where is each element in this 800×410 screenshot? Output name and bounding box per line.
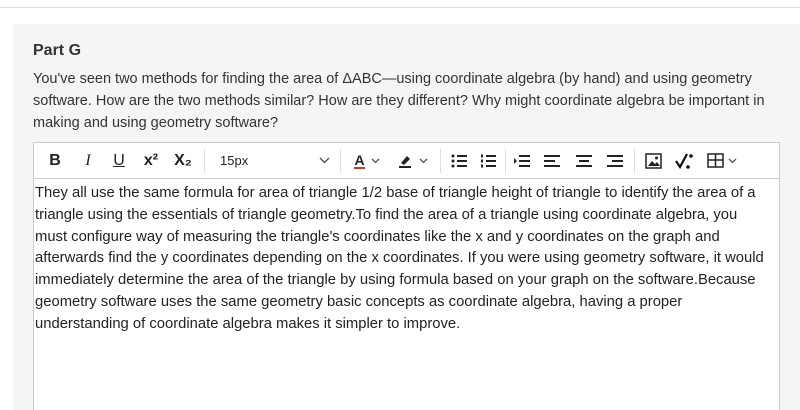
underline-button[interactable] [108,143,130,178]
font-color-button[interactable] [346,143,388,178]
previous-card-edge [0,0,800,8]
align-left-icon [544,154,560,168]
bullet-list-button[interactable] [448,143,470,178]
numbered-list-icon [480,154,496,168]
align-center-icon [576,154,592,168]
table-icon [707,153,737,168]
toolbar-separator [505,149,506,173]
highlight-icon [397,153,428,169]
toolbar-separator [634,149,635,173]
answer-text-area[interactable] [34,179,779,336]
image-icon [645,153,662,169]
subscript-button[interactable] [170,143,196,178]
part-g-panel [13,24,800,410]
insert-table-button[interactable] [702,143,742,178]
font-color-icon: A [354,153,379,169]
align-center-button[interactable] [573,143,595,178]
toolbar-separator [340,149,341,173]
answer-text: They all use the same formula for area of triangle 1/2 base of triangle height of triangle to identify the area of a triangle using the essentials of triangle geometry.To find the area of a triangle using coordinate algebra, you must configure way of measuring the triangle's coordinates like the x and y coordinates on the graph and afterwards find the y coordinates depending on the x coordinates. If you were using geometry software, it would immediately determine the area of the triangle by using formula based on your graph on the software.Because geometry software uses the same geometry basic concepts as coordinate algebra, having a proper understanding of coordinate algebra makes it simpler to improve. [35,185,764,332]
align-right-icon [607,154,623,168]
math-check-button[interactable] [671,143,699,178]
superscript-icon: x² [143,151,159,169]
rich-text-editor [33,142,780,410]
bullet-list-icon [451,154,467,168]
highlight-button[interactable] [391,143,433,178]
numbered-list-button[interactable] [477,143,499,178]
font-size-value: 15px [220,153,249,168]
math-check-icon [674,151,696,171]
bold-icon: B [49,151,61,169]
indent-icon [514,154,530,168]
question-prompt: You've seen two methods for finding the area of ΔABC—using coordinate algebra (by hand) and using geometry software. How are the two methods similar? How are they different? Why might coordinate algebra be important in making and using geometry software? [33,71,765,131]
align-right-button[interactable] [604,143,626,178]
italic-icon: I [85,151,91,169]
subscript-icon: X₂ [174,151,192,169]
align-left-button[interactable] [541,143,563,178]
part-title: Part G [33,42,82,59]
chevron-down-icon [319,157,330,164]
toolbar-separator [440,149,441,173]
font-size-select[interactable] [216,143,334,178]
toolbar-separator [204,149,205,173]
underline-icon: U [113,151,125,169]
insert-image-button[interactable] [640,143,666,178]
bold-button[interactable] [44,143,66,178]
superscript-button[interactable] [138,143,164,178]
editor-toolbar [34,143,779,179]
italic-button[interactable] [77,143,99,178]
indent-button[interactable] [511,143,533,178]
